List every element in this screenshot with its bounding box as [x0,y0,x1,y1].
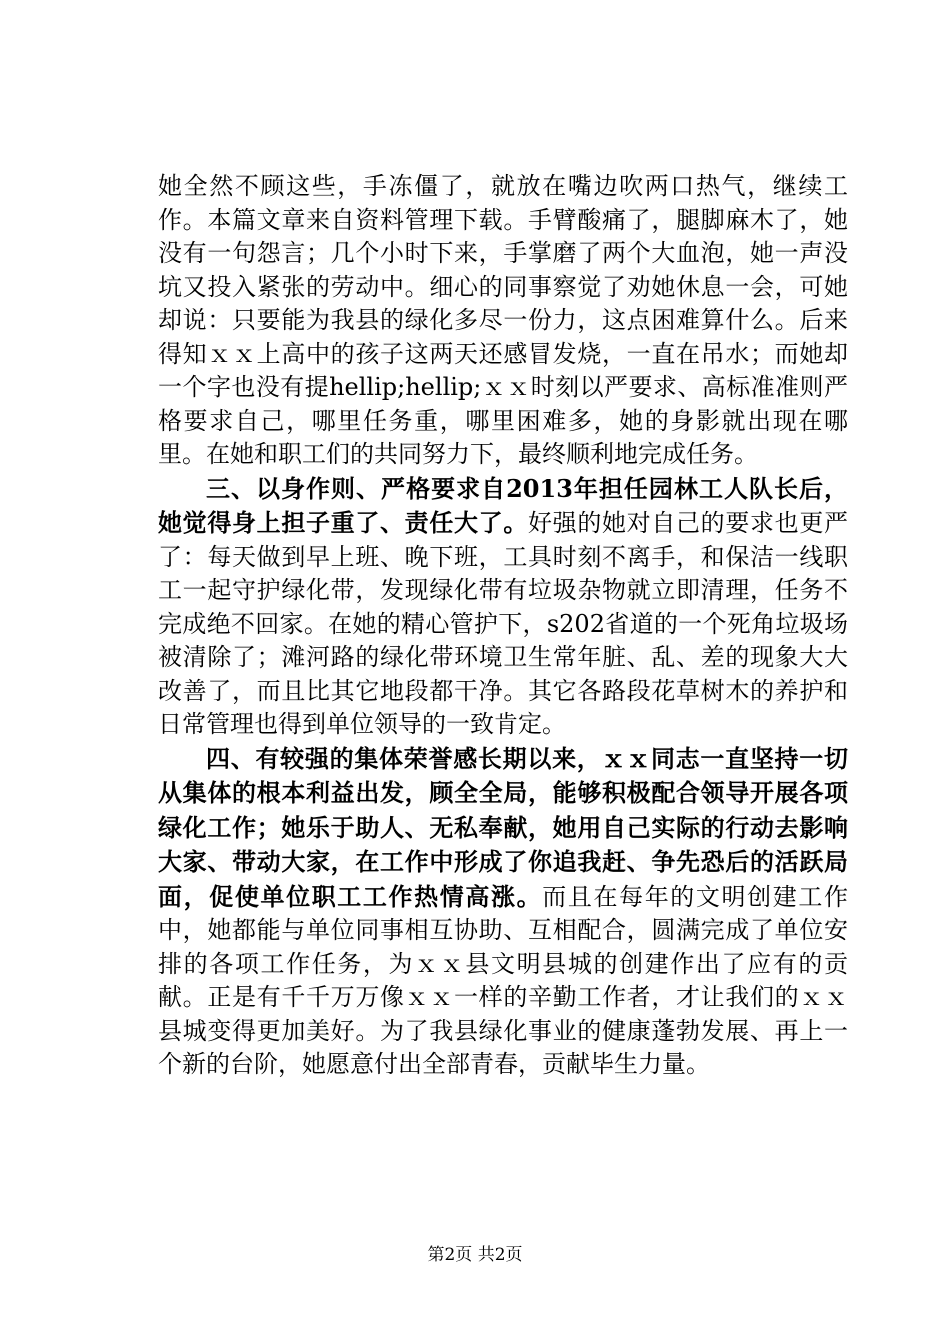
paragraph-3-heading: 四、有较强的集体荣誉感长期以来，ｘｘ同志一直坚持一切从集体的根本利益出发，顾全全局，能够积极配合领导开展各项绿化工作；她乐于助人、无私奉献，她用自己实际的行动去影响大家、带动大家，在工作中形成了你追我赶、争先恐后的活跃局面，促使单位职工工作热情高涨。 [158,743,848,911]
paragraph-3-text: 而且在每年的文明创建工作中，她都能与单位同事相互协助、互相配合，圆满完成了单位安排的各项工作任务，为ｘｘ县文明县城的创建作出了应有的贡献。正是有千千万万像ｘｘ一样的辛勤工作者，才让我们的ｘｘ县城变得更加美好。为了我县绿化事业的健康蓬勃发展、再上一个新的台阶，她愿意付出全部青春，贡献毕生力量。 [158,882,849,1078]
paragraph-2 [158,472,848,742]
paragraph-2-text: 好强的她对自己的要求也更严了：每天做到早上班、晚下班，工具时刻不离手，和保洁一线职工一起守护绿化带，发现绿化带有垃圾杂物就立即清理，任务不完成绝不回家。在她的精心管护下，s202省道的一个死角垃圾场被清除了；滩河路的绿化带环境卫生常年脏、乱、差的现象大大改善了，而且比其它地段都干净。其它各路段花草树木的养护和日常管理也得到单位领导的一致肯定。 [158,509,848,738]
page-number: 第2页 共2页 [427,1245,523,1265]
document-body [158,170,848,1082]
page-footer [0,1245,950,1265]
paragraph-1 [158,170,848,472]
paragraph-1-text: 她全然不顾这些，手冻僵了，就放在嘴边吹两口热气，继续工作。本篇文章来自资料管理下载。手臂酸痛了，腿脚麻木了，她没有一句怨言；几个小时下来，手掌磨了两个大血泡，她一声没坑又投入紧张的劳动中。细心的同事察觉了劝她休息一会，可她却说：只要能为我县的绿化多尽一份力，这点困难算什么。后来得知ｘｘ上高中的孩子这两天还感冒发烧，一直在吊水；而她却一个字也没有提hellip;hellip;ｘｘ时刻以严要求、高标准准则严格要求自己，哪里任务重，哪里困难多，她的身影就出现在哪里。在她和职工们的共同努力下，最终顺利地完成任务。 [158,172,848,468]
paragraph-3 [158,742,848,1082]
paragraph-2-heading: 三、以身作则、严格要求自2013年担任园林工人队长后，她觉得身上担子重了、责任大了。 [158,473,848,537]
